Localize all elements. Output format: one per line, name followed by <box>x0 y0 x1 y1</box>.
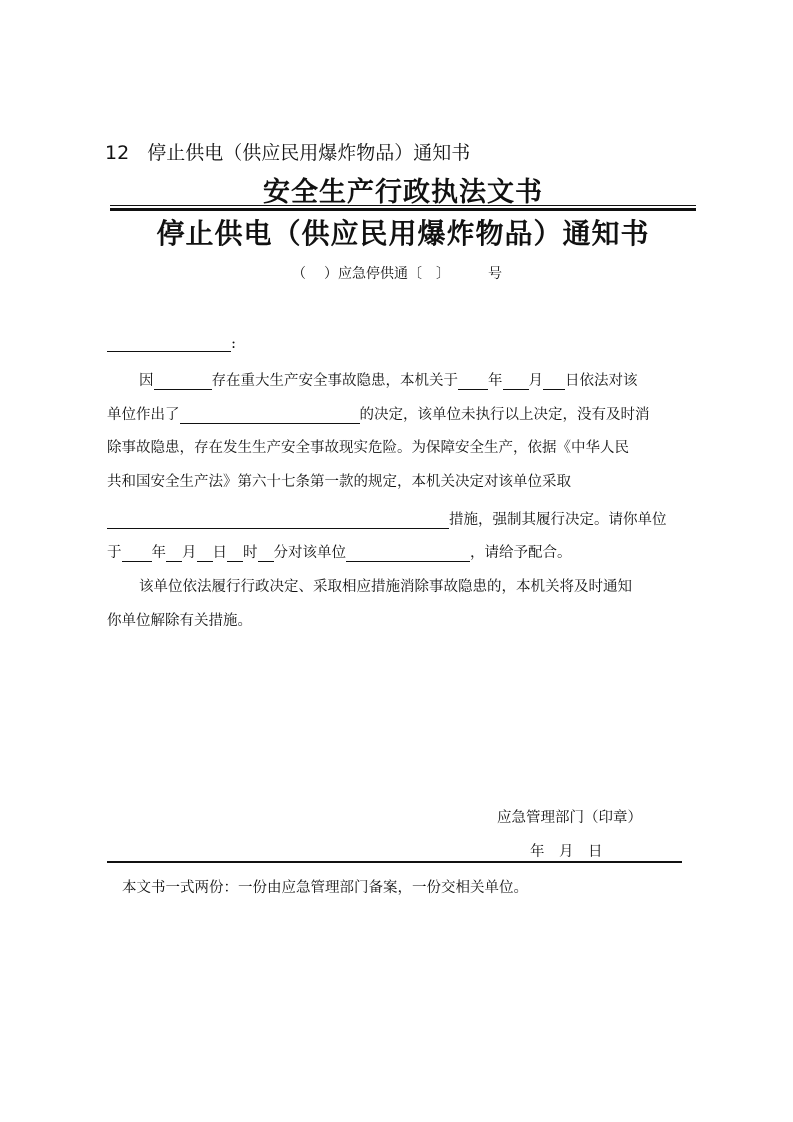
text: 存在重大生产安全事故隐患，本机关于 <box>211 373 458 389</box>
doc-no-suffix: 号 <box>488 266 502 282</box>
body-line-3: 除事故隐患，存在发生生产安全事故现实危险。为保障安全生产，依据《中华人民 <box>107 440 629 456</box>
doc-no-agency: ）应急停供通 <box>324 266 408 282</box>
doc-no-open-paren: （ <box>292 266 306 282</box>
blank-action[interactable] <box>346 547 470 562</box>
text: 日依法对该 <box>565 373 638 389</box>
body-line-7: 该单位依法履行行政决定、采取相应措施消除事故隐患的，本机关将及时通知 <box>139 579 632 595</box>
text: 于 <box>107 545 122 561</box>
text: 年 <box>151 545 166 561</box>
section-title: 停止供电（供应民用爆炸物品）通知书 <box>147 142 471 164</box>
text: 日 <box>212 545 227 561</box>
text: 月 <box>182 545 197 561</box>
section-number: 12 <box>105 142 130 164</box>
body-line-5 <box>107 508 667 529</box>
body-line-1 <box>139 369 638 390</box>
signature-date: 年 月 日 <box>530 844 603 860</box>
body-line-4: 共和国安全生产法》第六十七条第一款的规定，本机关决定对该单位采取 <box>107 474 571 490</box>
text: 月 <box>528 373 543 389</box>
addressee-blank[interactable] <box>107 337 231 352</box>
footer-note: 本文书一式两份：一份由应急管理部门备案，一份交相关单位。 <box>122 880 528 896</box>
body-line-2 <box>107 403 650 424</box>
addressee-line <box>107 334 236 352</box>
document-category: 安全生产行政执法文书 <box>263 177 543 208</box>
text: 的决定，该单位未执行以上决定，没有及时消 <box>359 407 650 423</box>
blank-decision[interactable] <box>180 409 360 424</box>
blank-company[interactable] <box>154 375 212 390</box>
section-heading <box>105 138 470 165</box>
blank-year[interactable] <box>458 375 488 390</box>
text: 因 <box>139 373 154 389</box>
blank-month[interactable] <box>166 547 182 562</box>
body-line-8: 你单位解除有关措施。 <box>107 613 252 629</box>
blank-measures[interactable] <box>107 514 449 529</box>
header-rule-thin <box>110 205 696 206</box>
blank-month[interactable] <box>503 375 529 390</box>
document-title: 停止供电（供应民用爆炸物品）通知书 <box>156 217 650 250</box>
blank-day[interactable] <box>543 375 565 390</box>
text: ，请给予配合。 <box>470 545 572 561</box>
blank-day[interactable] <box>197 547 213 562</box>
header-rule-thick <box>110 208 696 211</box>
blank-hour[interactable] <box>227 547 243 562</box>
addressee-colon: : <box>231 334 237 352</box>
text: 单位作出了 <box>107 407 180 423</box>
text: 时 <box>243 545 258 561</box>
stamp-label: 应急管理部门（印章） <box>497 810 642 826</box>
footer-rule <box>107 861 682 863</box>
text: 分对该单位 <box>273 545 346 561</box>
blank-minute[interactable] <box>258 547 274 562</box>
blank-year[interactable] <box>122 547 152 562</box>
doc-no-close-bracket: 〕 <box>436 266 450 282</box>
document-number <box>292 263 502 283</box>
body-line-6 <box>107 541 572 562</box>
text: 年 <box>488 373 503 389</box>
doc-no-open-bracket: 〔 <box>408 266 422 282</box>
text: 措施，强制其履行决定。请你单位 <box>449 512 667 528</box>
